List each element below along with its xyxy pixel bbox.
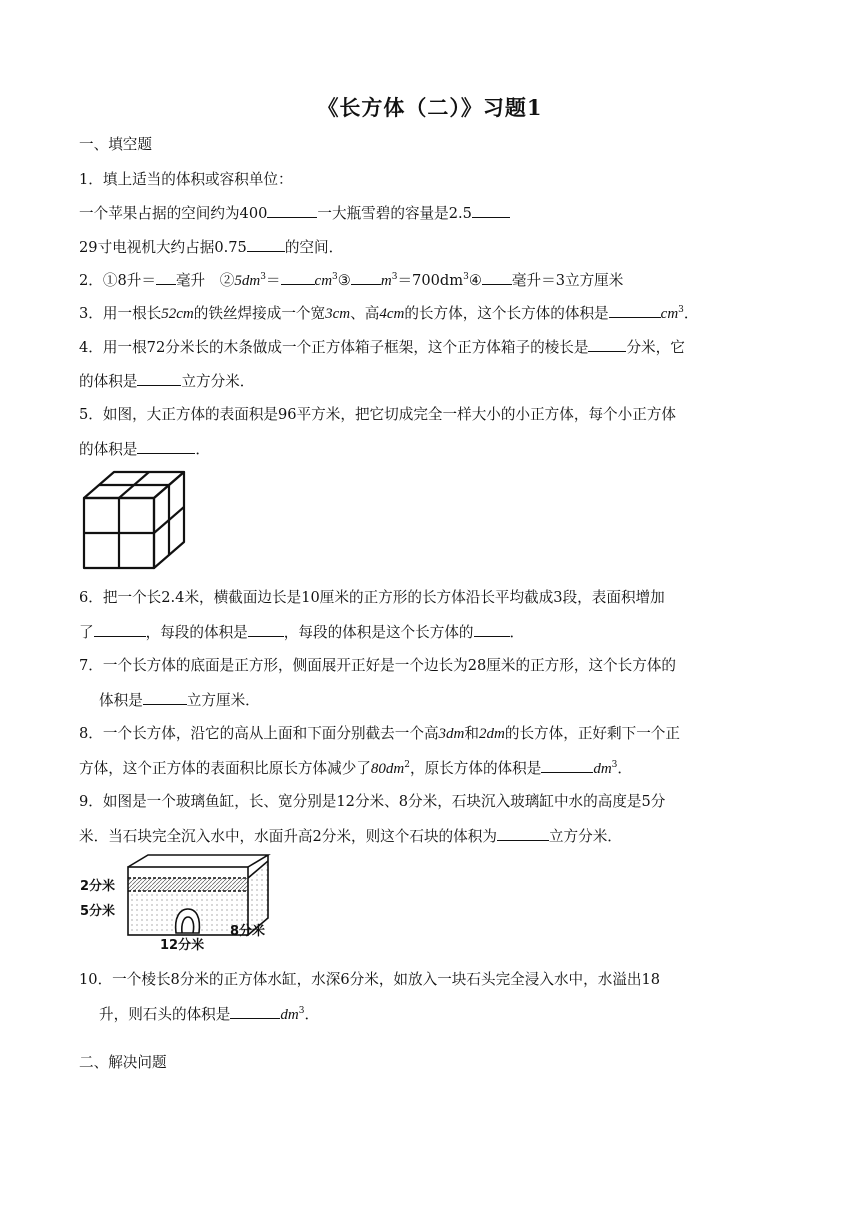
q8-line2: 方体，这个正方体的表面积比原长方体减少了$80dm^2$，原长方体的体积是 $dm^3$．	[79, 760, 633, 777]
answer-blank[interactable]	[94, 622, 146, 637]
q5-line1: 5．如图，大正方体的表面积是96平方米，把它切成完全一样大小的小正方体，每个小正方体	[79, 406, 677, 423]
depth-label: 5分米	[80, 904, 116, 919]
q9-line1: 9．如图是一个玻璃鱼缸，长、宽分别是12分米、8分米，石块沉入玻璃缸中水的高度是5分	[79, 793, 666, 810]
answer-blank[interactable]	[351, 270, 381, 285]
answer-blank[interactable]	[497, 826, 549, 841]
rise-label: 2分米	[80, 879, 116, 894]
fish-tank-figure	[80, 853, 285, 951]
cube-figure	[82, 470, 190, 572]
answer-blank[interactable]	[137, 371, 181, 386]
answer-blank[interactable]	[137, 439, 195, 454]
page-title: 《长方体（二）》习题1	[317, 95, 543, 120]
q6-line2: 了 ，每段的体积是 ，每段的体积是这个长方体的 ．	[79, 624, 525, 641]
q9-line2: 米．当石块完全沉入水中，水面升高2分米，则这个石块的体积为 立方分米．	[79, 828, 622, 845]
answer-blank[interactable]	[482, 270, 512, 285]
q8-line1: 8．一个长方体，沿它的高从上面和下面分别截去一个高3dm和2dm的长方体，正好剩下一个正	[79, 725, 680, 742]
q7-line2: 体积是 立方厘米．	[99, 692, 260, 709]
length-label: 12分米	[160, 938, 205, 951]
section-heading-problem-solving: 二、解决问题	[79, 1054, 167, 1071]
answer-blank[interactable]	[281, 270, 315, 285]
answer-blank[interactable]	[143, 690, 187, 705]
q3-line: 3．用一根长52cm的铁丝焊接成一个宽3cm、高4cm的长方体，这个长方体的体积是 $cm^3$．	[79, 305, 699, 322]
q1-stem: 1．填上适当的体积或容积单位：	[79, 171, 293, 188]
answer-blank[interactable]	[267, 203, 317, 218]
answer-blank[interactable]	[588, 337, 626, 352]
answer-blank[interactable]	[541, 758, 593, 773]
answer-blank[interactable]	[156, 270, 176, 285]
q2-line: 2．①8升＝ 毫升 $②5dm^3=$ $cm^3③$ $m^3=700dm^3④$ 毫升＝3立方厘米	[79, 272, 624, 289]
q1-line2: 29寸电视机大约占据0.75 的空间．	[79, 239, 344, 256]
answer-blank[interactable]	[247, 237, 285, 252]
section-heading-fill-blank: 一、填空题	[79, 136, 152, 153]
answer-blank[interactable]	[230, 1004, 280, 1019]
answer-blank[interactable]	[472, 203, 510, 218]
answer-blank[interactable]	[609, 303, 661, 318]
q5-line2: 的体积是 ．	[79, 441, 210, 458]
q10-line1: 10．一个棱长8分米的正方体水缸，水深6分米，如放入一块石头完全浸入水中，水溢出18	[79, 971, 661, 988]
q6-line1: 6．把一个长2.4米，横截面边长是10厘米的正方形的长方体沿长平均截成3段，表面积增加	[79, 589, 665, 606]
q7-line1: 7．一个长方体的底面是正方形，侧面展开正好是一个边长为28厘米的正方形，这个长方体的	[79, 657, 677, 674]
q10-line2: 升，则石头的体积是 $dm^3$．	[99, 1006, 320, 1023]
width-label: 8分米	[230, 924, 266, 939]
q4-line1: 4．用一根72分米长的木条做成一个正方体箱子框架，这个正方体箱子的棱长是 分米，它	[79, 339, 685, 356]
answer-blank[interactable]	[474, 622, 510, 637]
answer-blank[interactable]	[248, 622, 284, 637]
q1-line1: 一个苹果占据的空间约为400 一大瓶雪碧的容量是2.5	[79, 203, 510, 224]
q4-line2: 的体积是 立方分米．	[79, 373, 255, 390]
